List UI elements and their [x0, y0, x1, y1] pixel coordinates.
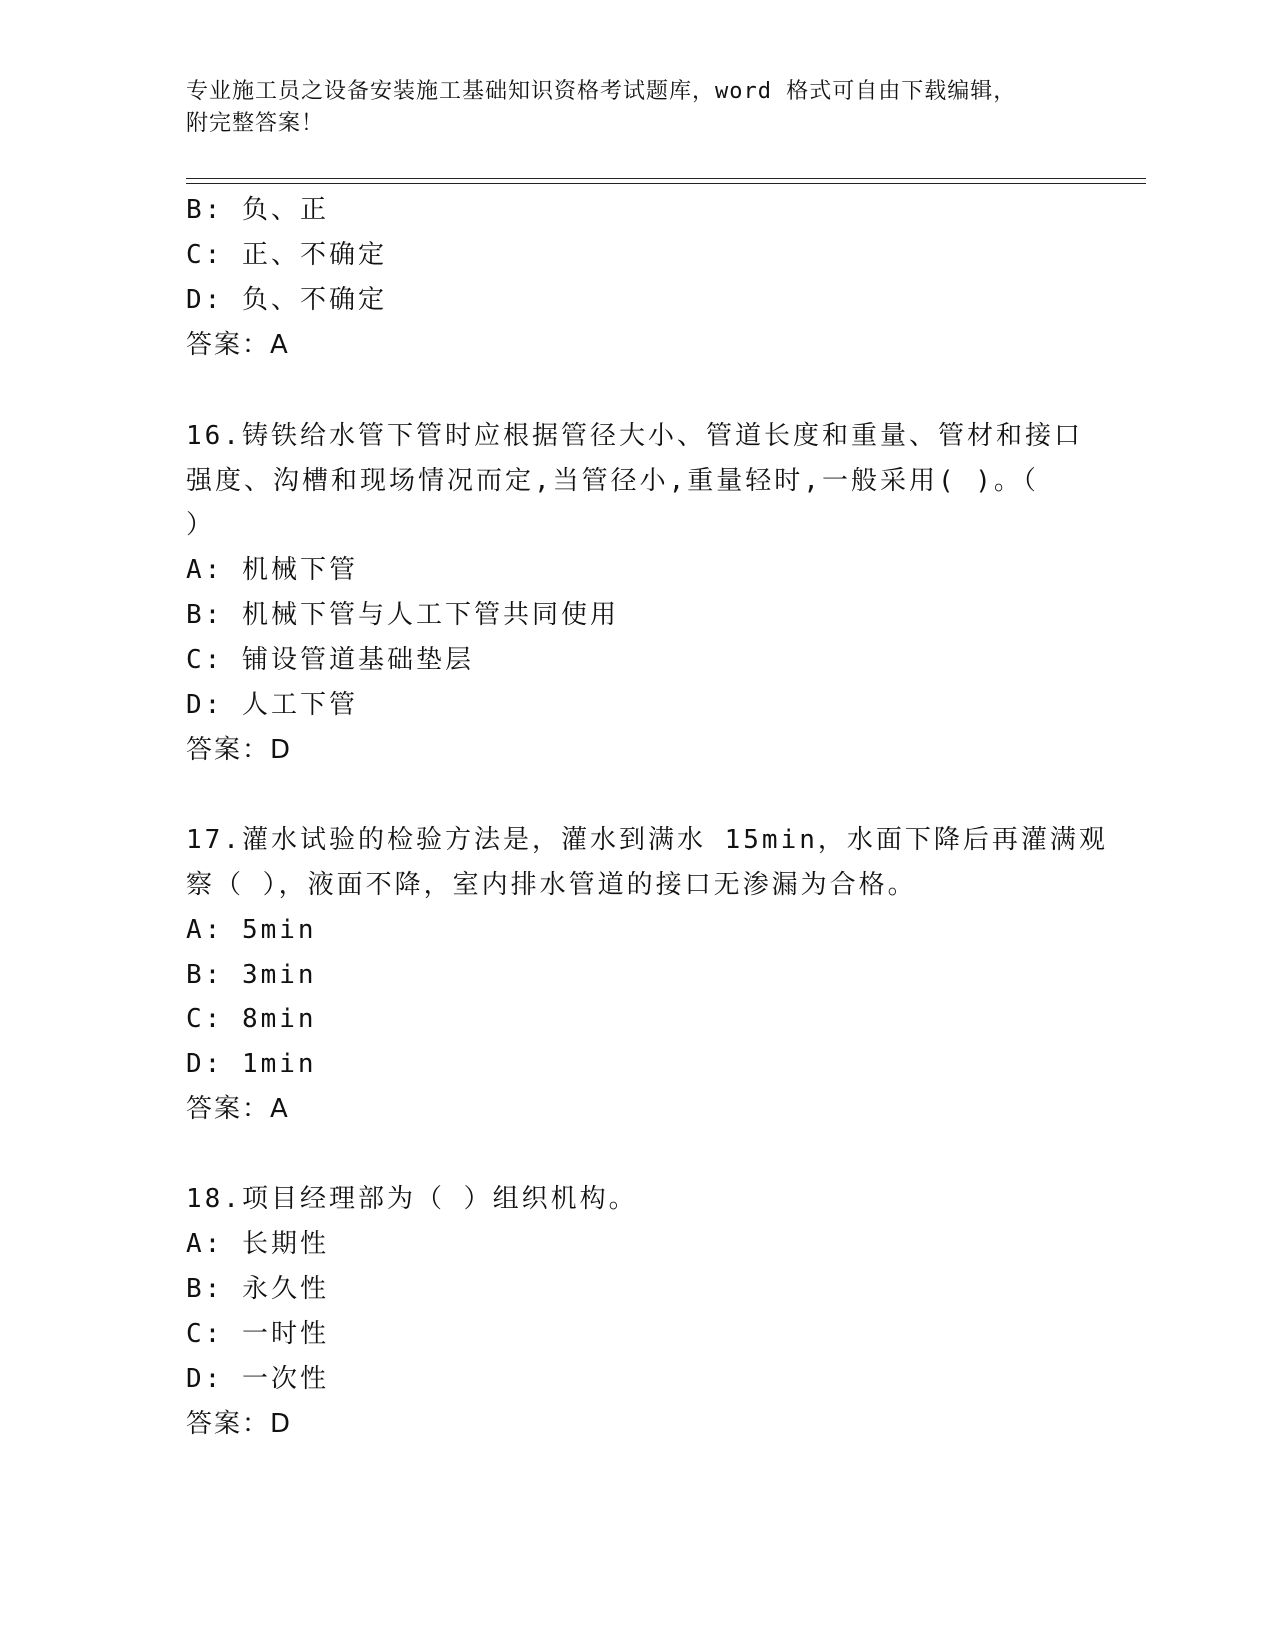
- q18-option-c: C: 一时性: [186, 1319, 329, 1349]
- q15-option-d: D: 负、不确定: [186, 285, 387, 315]
- q18-answer: 答案：D: [186, 1409, 293, 1439]
- q16-option-b: B: 机械下管与人工下管共同使用: [186, 600, 619, 630]
- q15-option-b: B: 负、正: [186, 195, 329, 225]
- q18-option-d: D: 一次性: [186, 1364, 329, 1394]
- q16-stem-line-1: 16.铸铁给水管下管时应根据管径大小、管道长度和重量、管材和接口: [186, 421, 1083, 451]
- q16-option-a: A: 机械下管: [186, 555, 358, 585]
- header-divider-bottom: [186, 183, 1146, 184]
- q17-stem-line-1: 17.灌水试验的检验方法是，灌水到满水 15min，水面下降后再灌满观: [186, 825, 1108, 855]
- q18-option-b: B: 永久性: [186, 1274, 329, 1304]
- q16-option-d: D: 人工下管: [186, 690, 358, 720]
- q17-answer: 答案：A: [186, 1094, 290, 1124]
- q16-stem-line-3: ）: [186, 510, 216, 540]
- q17-option-c: C: 8min: [186, 1004, 317, 1034]
- q18-option-a: A: 长期性: [186, 1229, 329, 1259]
- q16-answer: 答案：D: [186, 735, 293, 765]
- q16-stem-line-2: 强度、沟槽和现场情况而定,当管径小,重量轻时,一般采用( )。（: [186, 466, 1039, 496]
- q17-option-a: A: 5min: [186, 915, 317, 945]
- q17-option-b: B: 3min: [186, 960, 317, 990]
- q18-stem-line-1: 18.项目经理部为（ ）组织机构。: [186, 1184, 638, 1214]
- header-divider-top: [186, 178, 1146, 179]
- q15-answer: 答案：A: [186, 330, 290, 360]
- q17-stem-line-2: 察（ ），液面不降，室内排水管道的接口无渗漏为合格。: [186, 870, 917, 900]
- q17-option-d: D: 1min: [186, 1049, 317, 1079]
- document-header: [186, 76, 1086, 140]
- header-title-line-1: 专业施工员之设备安装施工基础知识资格考试题库，word 格式可自由下载编辑，: [186, 79, 1017, 104]
- header-title-line-2: 附完整答案！: [186, 111, 325, 136]
- q15-option-c: C: 正、不确定: [186, 240, 387, 270]
- q16-option-c: C: 铺设管道基础垫层: [186, 645, 474, 675]
